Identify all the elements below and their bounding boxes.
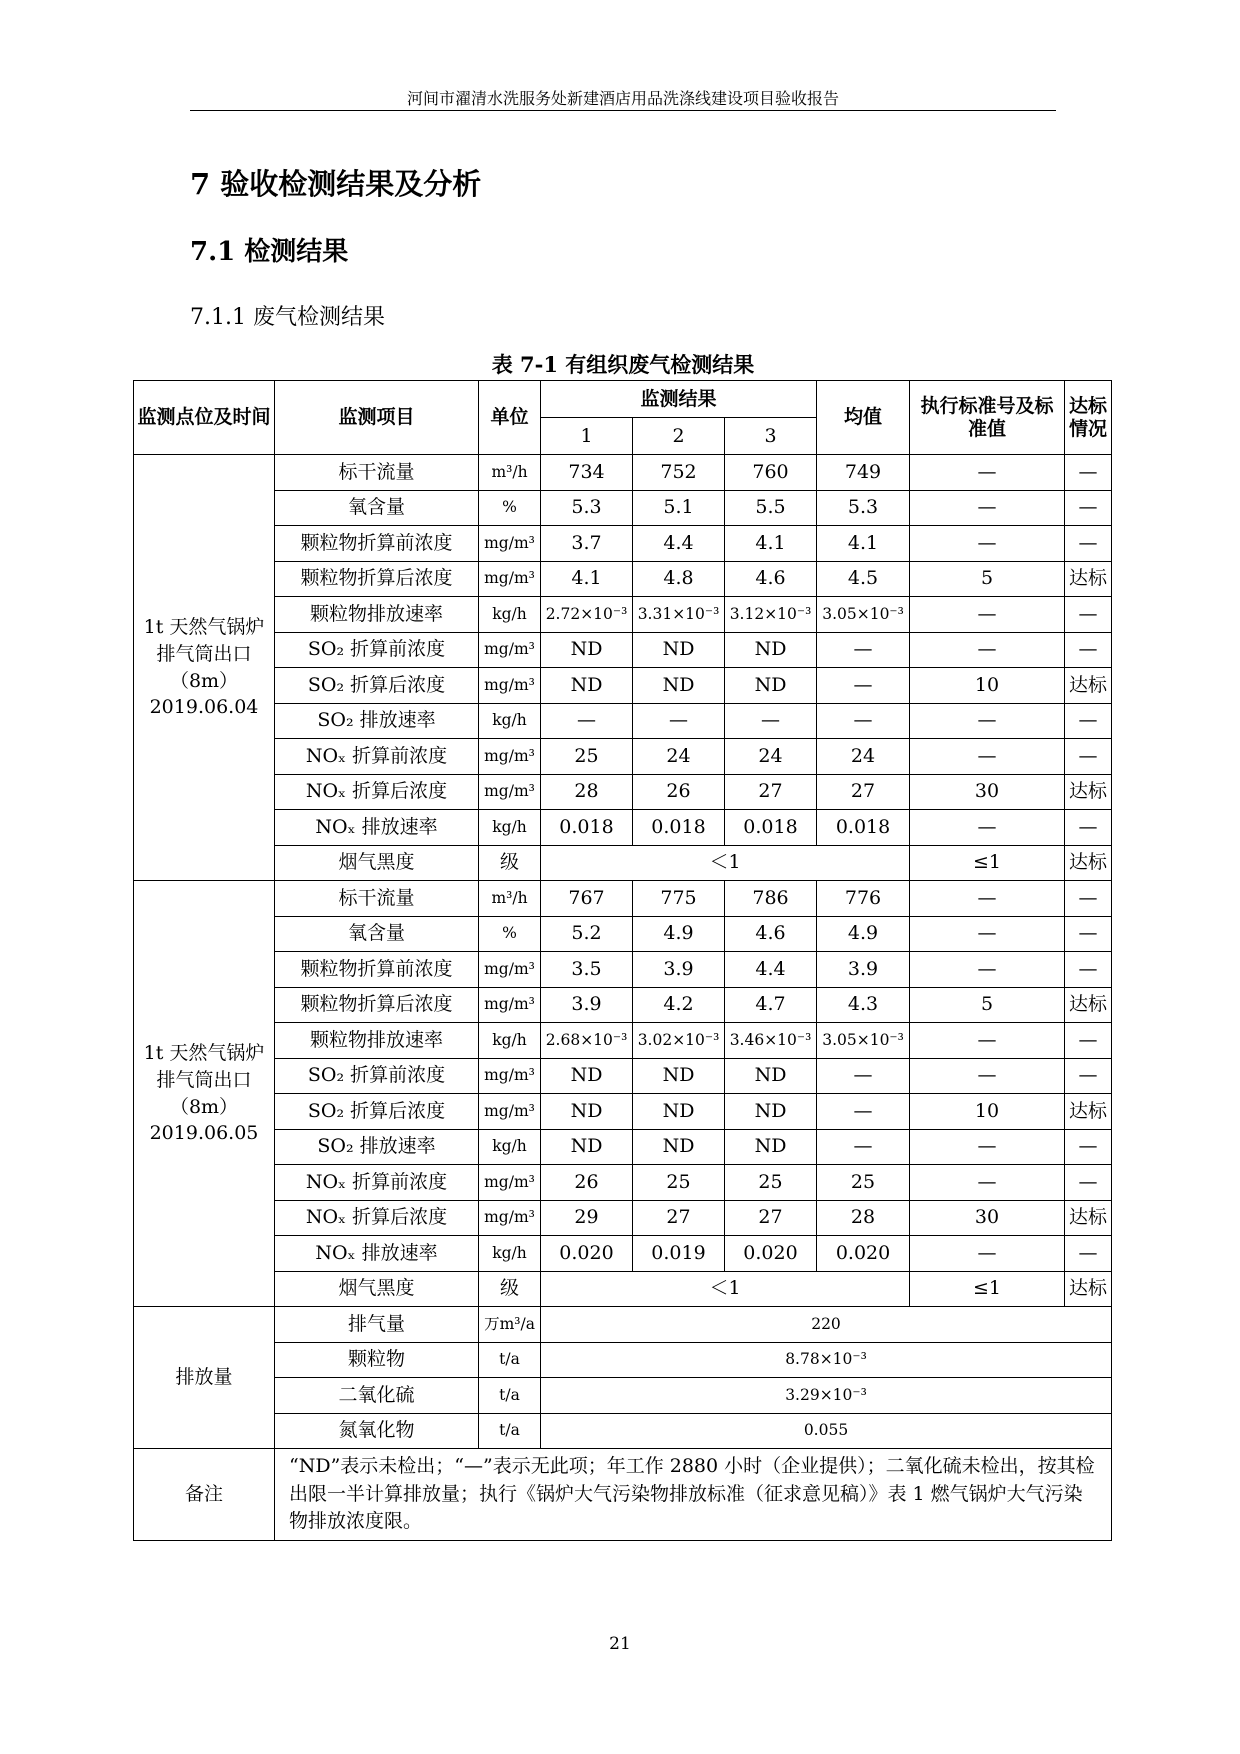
- emission-row: [134, 1307, 1112, 1343]
- header-result-2: 2: [633, 418, 725, 455]
- result-2-cell: 4.9: [633, 916, 725, 952]
- result-1-cell: 4.1: [541, 561, 633, 597]
- average-cell: 749: [817, 455, 910, 491]
- standard-cell: —: [910, 455, 1065, 491]
- item-cell: 烟气黑度: [275, 845, 479, 881]
- emission-value-cell: 8.78×10⁻³: [541, 1342, 1112, 1378]
- result-2-cell: ND: [633, 1094, 725, 1130]
- table-row: [134, 1023, 1112, 1059]
- result-1-cell: ND: [541, 668, 633, 704]
- unit-cell: 级: [479, 845, 541, 881]
- standard-cell: —: [910, 703, 1065, 739]
- result-1-cell: 5.3: [541, 490, 633, 526]
- average-cell: 5.3: [817, 490, 910, 526]
- header-row: [134, 381, 1112, 418]
- result-1-cell: 28: [541, 774, 633, 810]
- table-row: [134, 881, 1112, 917]
- compliance-cell: —: [1065, 810, 1112, 846]
- result-1-cell: 3.5: [541, 952, 633, 988]
- standard-cell: —: [910, 526, 1065, 562]
- result-2-cell: 3.31×10⁻³: [633, 597, 725, 633]
- average-cell: 3.05×10⁻³: [817, 597, 910, 633]
- emission-value-cell: 3.29×10⁻³: [541, 1378, 1112, 1414]
- item-cell: 颗粒物折算前浓度: [275, 952, 479, 988]
- result-2-cell: 5.1: [633, 490, 725, 526]
- result-3-cell: ND: [725, 668, 817, 704]
- header-result-1: 1: [541, 418, 633, 455]
- emission-row: [134, 1342, 1112, 1378]
- unit-cell: %: [479, 490, 541, 526]
- smoke-value-cell: ＜1: [541, 1271, 910, 1307]
- result-3-cell: ND: [725, 632, 817, 668]
- page-number: 21: [609, 1634, 631, 1654]
- unit-cell: t/a: [479, 1378, 541, 1414]
- section-heading: 7.1 检测结果: [190, 237, 349, 267]
- table-row: [134, 1271, 1112, 1307]
- unit-cell: mg/m³: [479, 1058, 541, 1094]
- result-1-cell: ND: [541, 1094, 633, 1130]
- result-3-cell: —: [725, 703, 817, 739]
- unit-cell: t/a: [479, 1413, 541, 1449]
- average-cell: 4.9: [817, 916, 910, 952]
- result-3-cell: 760: [725, 455, 817, 491]
- monitoring-point: 1t 天然气锅炉排气筒出口（8m）2019.06.04: [134, 455, 275, 881]
- running-header: 河间市濯清水洗服务处新建酒店用品洗涤线建设项目验收报告: [406, 89, 839, 108]
- emission-value-cell: 0.055: [541, 1413, 1112, 1449]
- result-2-cell: 752: [633, 455, 725, 491]
- item-cell: 颗粒物折算后浓度: [275, 987, 479, 1023]
- compliance-cell: —: [1065, 1129, 1112, 1165]
- standard-cell: 30: [910, 774, 1065, 810]
- unit-cell: mg/m³: [479, 739, 541, 775]
- compliance-cell: 达标: [1065, 1200, 1112, 1236]
- item-cell: 氧含量: [275, 916, 479, 952]
- unit-cell: kg/h: [479, 597, 541, 633]
- item-cell: NOₓ 折算前浓度: [275, 1165, 479, 1201]
- chapter-heading: 7 验收检测结果及分析: [190, 167, 482, 201]
- item-cell: NOₓ 排放速率: [275, 1236, 479, 1272]
- emissions-label: 排放量: [134, 1307, 275, 1449]
- average-cell: 0.018: [817, 810, 910, 846]
- item-cell: 烟气黑度: [275, 1271, 479, 1307]
- result-3-cell: ND: [725, 1129, 817, 1165]
- unit-cell: mg/m³: [479, 526, 541, 562]
- standard-cell: ≤1: [910, 845, 1065, 881]
- compliance-cell: —: [1065, 455, 1112, 491]
- compliance-cell: —: [1065, 952, 1112, 988]
- result-3-cell: 3.46×10⁻³: [725, 1023, 817, 1059]
- unit-cell: kg/h: [479, 1129, 541, 1165]
- header-average: 均值: [817, 381, 910, 455]
- result-2-cell: 0.019: [633, 1236, 725, 1272]
- unit-cell: t/a: [479, 1342, 541, 1378]
- compliance-cell: 达标: [1065, 987, 1112, 1023]
- result-2-cell: ND: [633, 1129, 725, 1165]
- standard-cell: —: [910, 597, 1065, 633]
- result-2-cell: ND: [633, 632, 725, 668]
- table-row: [134, 490, 1112, 526]
- table-row: [134, 987, 1112, 1023]
- standard-cell: ≤1: [910, 1271, 1065, 1307]
- header-results: 监测结果: [541, 381, 817, 418]
- compliance-cell: —: [1065, 1058, 1112, 1094]
- item-cell: NOₓ 折算后浓度: [275, 774, 479, 810]
- item-cell: SO₂ 折算前浓度: [275, 632, 479, 668]
- result-3-cell: 4.1: [725, 526, 817, 562]
- unit-cell: kg/h: [479, 1023, 541, 1059]
- item-cell: 氧含量: [275, 490, 479, 526]
- average-cell: 3.9: [817, 952, 910, 988]
- result-1-cell: 25: [541, 739, 633, 775]
- result-2-cell: 0.018: [633, 810, 725, 846]
- unit-cell: mg/m³: [479, 561, 541, 597]
- result-2-cell: ND: [633, 668, 725, 704]
- emission-value-cell: 220: [541, 1307, 1112, 1343]
- result-2-cell: 3.02×10⁻³: [633, 1023, 725, 1059]
- result-2-cell: 3.9: [633, 952, 725, 988]
- average-cell: 27: [817, 774, 910, 810]
- average-cell: —: [817, 632, 910, 668]
- header-unit: 单位: [479, 381, 541, 455]
- unit-cell: mg/m³: [479, 668, 541, 704]
- header-result-3: 3: [725, 418, 817, 455]
- result-1-cell: 0.020: [541, 1236, 633, 1272]
- header-item: 监测项目: [275, 381, 479, 455]
- result-2-cell: 26: [633, 774, 725, 810]
- table-row: [134, 632, 1112, 668]
- result-3-cell: 0.020: [725, 1236, 817, 1272]
- item-cell: 颗粒物: [275, 1342, 479, 1378]
- standard-cell: —: [910, 1129, 1065, 1165]
- unit-cell: %: [479, 916, 541, 952]
- average-cell: 4.3: [817, 987, 910, 1023]
- result-1-cell: 767: [541, 881, 633, 917]
- item-cell: 标干流量: [275, 881, 479, 917]
- item-cell: 颗粒物排放速率: [275, 1023, 479, 1059]
- item-cell: NOₓ 折算前浓度: [275, 739, 479, 775]
- table-row: [134, 845, 1112, 881]
- compliance-cell: —: [1065, 916, 1112, 952]
- table-row: [134, 1200, 1112, 1236]
- compliance-cell: 达标: [1065, 774, 1112, 810]
- result-2-cell: 4.4: [633, 526, 725, 562]
- table-row: [134, 1094, 1112, 1130]
- unit-cell: kg/h: [479, 703, 541, 739]
- result-2-cell: 4.8: [633, 561, 725, 597]
- average-cell: —: [817, 1094, 910, 1130]
- standard-cell: —: [910, 1236, 1065, 1272]
- table-row: [134, 1058, 1112, 1094]
- result-1-cell: 5.2: [541, 916, 633, 952]
- result-1-cell: 29: [541, 1200, 633, 1236]
- unit-cell: mg/m³: [479, 1200, 541, 1236]
- standard-cell: —: [910, 881, 1065, 917]
- result-2-cell: ND: [633, 1058, 725, 1094]
- item-cell: 颗粒物折算后浓度: [275, 561, 479, 597]
- result-3-cell: 4.7: [725, 987, 817, 1023]
- unit-cell: m³/h: [479, 881, 541, 917]
- compliance-cell: 达标: [1065, 561, 1112, 597]
- note-label: 备注: [134, 1449, 275, 1541]
- compliance-cell: —: [1065, 597, 1112, 633]
- table-row: [134, 739, 1112, 775]
- compliance-cell: 达标: [1065, 668, 1112, 704]
- subsection-heading: 7.1.1 废气检测结果: [190, 305, 385, 330]
- result-3-cell: 25: [725, 1165, 817, 1201]
- compliance-cell: —: [1065, 1236, 1112, 1272]
- compliance-cell: —: [1065, 526, 1112, 562]
- table-row: [134, 561, 1112, 597]
- result-1-cell: 2.68×10⁻³: [541, 1023, 633, 1059]
- table-row: [134, 810, 1112, 846]
- standard-cell: 30: [910, 1200, 1065, 1236]
- unit-cell: mg/m³: [479, 774, 541, 810]
- standard-cell: —: [910, 632, 1065, 668]
- table-row: [134, 455, 1112, 491]
- average-cell: 24: [817, 739, 910, 775]
- result-3-cell: 4.6: [725, 561, 817, 597]
- result-1-cell: 26: [541, 1165, 633, 1201]
- header-point: 监测点位及时间: [134, 381, 275, 455]
- item-cell: SO₂ 折算后浓度: [275, 1094, 479, 1130]
- header-standard: 执行标准号及标准值: [910, 381, 1065, 455]
- table-row: [134, 703, 1112, 739]
- standard-cell: —: [910, 952, 1065, 988]
- average-cell: —: [817, 1129, 910, 1165]
- result-1-cell: ND: [541, 1129, 633, 1165]
- unit-cell: mg/m³: [479, 632, 541, 668]
- item-cell: SO₂ 排放速率: [275, 1129, 479, 1165]
- standard-cell: 5: [910, 987, 1065, 1023]
- result-3-cell: 27: [725, 774, 817, 810]
- result-1-cell: —: [541, 703, 633, 739]
- compliance-cell: 达标: [1065, 1094, 1112, 1130]
- item-cell: 标干流量: [275, 455, 479, 491]
- table-row: [134, 526, 1112, 562]
- compliance-cell: —: [1065, 1023, 1112, 1059]
- table-row: [134, 597, 1112, 633]
- item-cell: 排气量: [275, 1307, 479, 1343]
- result-3-cell: 5.5: [725, 490, 817, 526]
- compliance-cell: —: [1065, 739, 1112, 775]
- unit-cell: mg/m³: [479, 987, 541, 1023]
- standard-cell: —: [910, 810, 1065, 846]
- header-compliance: 达标情况: [1065, 381, 1112, 455]
- result-3-cell: 0.018: [725, 810, 817, 846]
- result-3-cell: 786: [725, 881, 817, 917]
- standard-cell: —: [910, 490, 1065, 526]
- standard-cell: 5: [910, 561, 1065, 597]
- header-divider: [190, 110, 1056, 111]
- standard-cell: —: [910, 1165, 1065, 1201]
- average-cell: 25: [817, 1165, 910, 1201]
- table-caption: 表 7-1 有组织废气检测结果: [491, 352, 755, 377]
- average-cell: 776: [817, 881, 910, 917]
- item-cell: 氮氧化物: [275, 1413, 479, 1449]
- result-1-cell: 3.7: [541, 526, 633, 562]
- table-row: [134, 1129, 1112, 1165]
- average-cell: 4.5: [817, 561, 910, 597]
- compliance-cell: —: [1065, 1165, 1112, 1201]
- result-1-cell: ND: [541, 632, 633, 668]
- unit-cell: kg/h: [479, 810, 541, 846]
- compliance-cell: 达标: [1065, 1271, 1112, 1307]
- compliance-cell: —: [1065, 490, 1112, 526]
- average-cell: —: [817, 703, 910, 739]
- result-1-cell: 3.9: [541, 987, 633, 1023]
- result-2-cell: —: [633, 703, 725, 739]
- result-2-cell: 24: [633, 739, 725, 775]
- result-2-cell: 27: [633, 1200, 725, 1236]
- result-1-cell: 734: [541, 455, 633, 491]
- result-1-cell: 0.018: [541, 810, 633, 846]
- compliance-cell: —: [1065, 703, 1112, 739]
- item-cell: 颗粒物折算前浓度: [275, 526, 479, 562]
- compliance-cell: —: [1065, 881, 1112, 917]
- unit-cell: m³/h: [479, 455, 541, 491]
- compliance-cell: 达标: [1065, 845, 1112, 881]
- result-3-cell: 3.12×10⁻³: [725, 597, 817, 633]
- item-cell: NOₓ 排放速率: [275, 810, 479, 846]
- average-cell: —: [817, 1058, 910, 1094]
- average-cell: 3.05×10⁻³: [817, 1023, 910, 1059]
- result-1-cell: 2.72×10⁻³: [541, 597, 633, 633]
- result-3-cell: 4.6: [725, 916, 817, 952]
- item-cell: NOₓ 折算后浓度: [275, 1200, 479, 1236]
- table-row: [134, 774, 1112, 810]
- smoke-value-cell: ＜1: [541, 845, 910, 881]
- average-cell: 4.1: [817, 526, 910, 562]
- average-cell: 0.020: [817, 1236, 910, 1272]
- standard-cell: —: [910, 916, 1065, 952]
- average-cell: 28: [817, 1200, 910, 1236]
- unit-cell: mg/m³: [479, 1165, 541, 1201]
- table-row: [134, 916, 1112, 952]
- note-text: “ND”表示未检出；“—”表示无此项；年工作 2880 小时（企业提供）；二氧化硫未检出，按其检出限一半计算排放量；执行《锅炉大气污染物排放标准（征求意见稿）》表 1 燃气锅炉大气污染物排放浓度限。: [275, 1449, 1112, 1541]
- standard-cell: 10: [910, 668, 1065, 704]
- exhaust-gas-results-table: [133, 380, 1112, 1541]
- unit-cell: 万m³/a: [479, 1307, 541, 1343]
- item-cell: 颗粒物排放速率: [275, 597, 479, 633]
- item-cell: SO₂ 折算后浓度: [275, 668, 479, 704]
- result-3-cell: 27: [725, 1200, 817, 1236]
- standard-cell: —: [910, 739, 1065, 775]
- result-3-cell: 24: [725, 739, 817, 775]
- note-row: [134, 1449, 1112, 1541]
- standard-cell: —: [910, 1058, 1065, 1094]
- table-row: [134, 668, 1112, 704]
- monitoring-point: 1t 天然气锅炉排气筒出口（8m）2019.06.05: [134, 881, 275, 1307]
- result-3-cell: ND: [725, 1058, 817, 1094]
- item-cell: SO₂ 折算前浓度: [275, 1058, 479, 1094]
- standard-cell: —: [910, 1023, 1065, 1059]
- item-cell: SO₂ 排放速率: [275, 703, 479, 739]
- result-2-cell: 25: [633, 1165, 725, 1201]
- result-3-cell: ND: [725, 1094, 817, 1130]
- table-row: [134, 1236, 1112, 1272]
- table-row: [134, 952, 1112, 988]
- emission-row: [134, 1378, 1112, 1414]
- unit-cell: kg/h: [479, 1236, 541, 1272]
- standard-cell: 10: [910, 1094, 1065, 1130]
- emission-row: [134, 1413, 1112, 1449]
- table-row: [134, 1165, 1112, 1201]
- average-cell: —: [817, 668, 910, 704]
- item-cell: 二氧化硫: [275, 1378, 479, 1414]
- unit-cell: mg/m³: [479, 952, 541, 988]
- result-1-cell: ND: [541, 1058, 633, 1094]
- compliance-cell: —: [1065, 632, 1112, 668]
- unit-cell: 级: [479, 1271, 541, 1307]
- result-3-cell: 4.4: [725, 952, 817, 988]
- unit-cell: mg/m³: [479, 1094, 541, 1130]
- result-2-cell: 4.2: [633, 987, 725, 1023]
- result-2-cell: 775: [633, 881, 725, 917]
